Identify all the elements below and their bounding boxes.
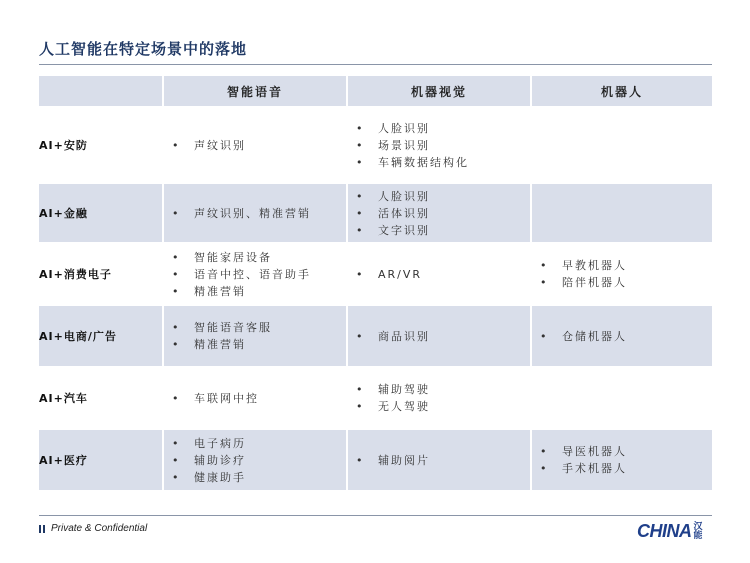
bullet-item: • 声纹识别: [172, 137, 346, 154]
bullet-item: • 健康助手: [172, 469, 346, 486]
row-label-text: AI+医疗: [39, 453, 88, 467]
bullet-list: [348, 188, 530, 239]
row-label: [39, 182, 162, 242]
bullet-item: • 活体识别: [356, 205, 530, 222]
bullet-item: • 辅助驾驶: [356, 381, 530, 398]
bullet-list: [532, 443, 712, 477]
cell-robot: [530, 428, 712, 490]
cell-voice: [162, 182, 346, 242]
row-label: [39, 106, 162, 182]
bullet-item: • 早教机器人: [540, 257, 712, 274]
row-label-text: AI+消费电子: [39, 267, 112, 281]
footer-divider: [39, 515, 712, 516]
bullet-item: • 辅助阅片: [356, 452, 530, 469]
cell-robot: [530, 242, 712, 304]
bullet-item: • 手术机器人: [540, 460, 712, 477]
cell-robot: [530, 182, 712, 242]
cell-vision: [346, 304, 530, 366]
table-row: [39, 428, 712, 490]
bullet-item: • 电子病历: [172, 435, 346, 452]
row-label-text: AI+汽车: [39, 391, 88, 405]
title-divider: [39, 64, 712, 65]
bullet-list: [164, 249, 346, 300]
logo-cn-2: 能: [693, 530, 703, 540]
table-row: [39, 366, 712, 428]
bullet-item: • 辅助诊疗: [172, 452, 346, 469]
row-label-text: AI+安防: [39, 138, 88, 152]
bullet-item: • 精准营销: [172, 336, 346, 353]
footer-confidential: [39, 523, 147, 534]
bullet-item: • 导医机器人: [540, 443, 712, 460]
footer-mark: [43, 525, 45, 533]
cell-voice: [162, 428, 346, 490]
table-row: [39, 106, 712, 182]
bullet-list: [348, 328, 530, 345]
ai-scenario-table: [39, 76, 712, 490]
page-title: 人工智能在特定场景中的落地: [39, 40, 248, 58]
cell-voice: [162, 242, 346, 304]
bullet-item: • 声纹识别、精准营销: [172, 205, 346, 222]
bullet-item: • 无人驾驶: [356, 398, 530, 415]
cell-vision: [346, 366, 530, 428]
bullet-item: • 陪伴机器人: [540, 274, 712, 291]
bullet-list: [532, 328, 712, 345]
cell-voice: [162, 304, 346, 366]
row-label: [39, 428, 162, 490]
bullet-item: • 仓储机器人: [540, 328, 712, 345]
bullet-list: [348, 120, 530, 171]
cell-vision: [346, 182, 530, 242]
bullet-list: [348, 452, 530, 469]
bullet-item: • 精准营销: [172, 283, 346, 300]
table-row: [39, 182, 712, 242]
bullet-item: • 商品识别: [356, 328, 530, 345]
table-header-row: [39, 76, 712, 106]
logo-cn-1: 汉: [693, 521, 703, 531]
cell-voice: [162, 106, 346, 182]
cell-robot: [530, 106, 712, 182]
table-row: [39, 242, 712, 304]
bullet-list: [164, 390, 346, 407]
row-label-text: AI+电商/广告: [39, 329, 117, 343]
bullet-list: [164, 435, 346, 486]
cell-vision: [346, 242, 530, 304]
bullet-item: • AR/VR: [356, 266, 530, 283]
bullet-list: [532, 257, 712, 291]
bullet-item: • 智能语音客服: [172, 319, 346, 336]
row-label: [39, 366, 162, 428]
company-logo: [637, 518, 702, 544]
bullet-list: [348, 266, 530, 283]
cell-robot: [530, 366, 712, 428]
row-label-text: AI+金融: [39, 206, 88, 220]
bullet-item: • 语音中控、语音助手: [172, 266, 346, 283]
bullet-item: • 车联网中控: [172, 390, 346, 407]
logo-cn: [694, 522, 703, 540]
bullet-list: [164, 137, 346, 154]
header-robot: 机器人: [530, 76, 712, 106]
logo-text: CHINA: [637, 520, 692, 541]
header-vision: 机器视觉: [346, 76, 530, 106]
row-label: [39, 304, 162, 366]
table-row: [39, 304, 712, 366]
bullet-list: [164, 319, 346, 353]
header-voice: 智能语音: [162, 76, 346, 106]
bullet-item: • 人脸识别: [356, 120, 530, 137]
row-label: [39, 242, 162, 304]
bullet-item: • 车辆数据结构化: [356, 154, 530, 171]
bullet-item: • 人脸识别: [356, 188, 530, 205]
bullet-list: [348, 381, 530, 415]
bullet-list: [164, 205, 346, 222]
footer-mark: [39, 525, 41, 533]
bullet-item: • 场景识别: [356, 137, 530, 154]
cell-vision: [346, 106, 530, 182]
header-empty: [39, 76, 162, 106]
bullet-item: • 文字识别: [356, 222, 530, 239]
cell-robot: [530, 304, 712, 366]
cell-vision: [346, 428, 530, 490]
footer-text: Private & Confidential: [51, 523, 148, 534]
cell-voice: [162, 366, 346, 428]
bullet-item: • 智能家居设备: [172, 249, 346, 266]
